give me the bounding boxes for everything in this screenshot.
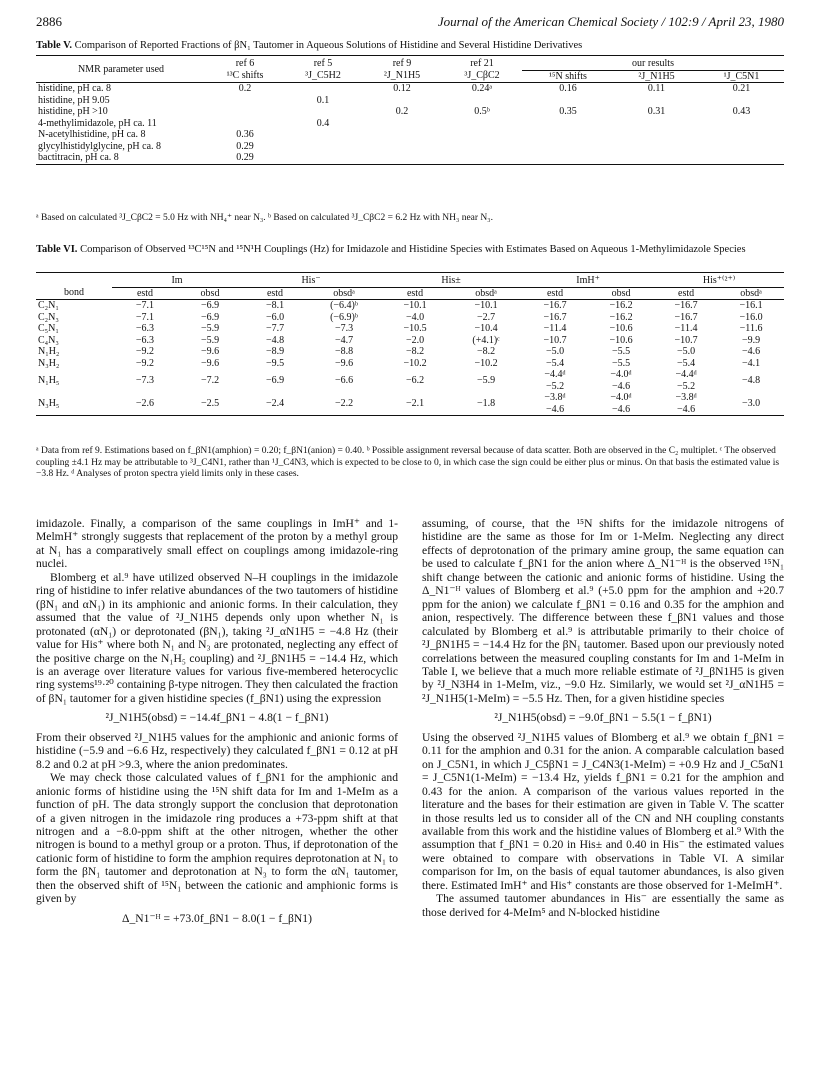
table6-cell: −6.9 — [265, 374, 285, 386]
table6-cell: −4.6 — [676, 403, 696, 415]
table6-label: Table VI. — [36, 244, 78, 255]
page-number: 2886 — [36, 14, 62, 29]
table6-cell: −3.8ᵈ — [675, 392, 697, 403]
table6-cell: −10.1 — [403, 300, 427, 311]
table5-cell — [614, 152, 699, 164]
table5-cell: 0.5ᵇ — [474, 106, 490, 117]
table6-cell: −9.6 — [200, 357, 220, 369]
table5-cell — [442, 141, 522, 153]
table6-cell: −7.2 — [200, 374, 220, 386]
table6-cell: −8.2 — [476, 346, 496, 357]
table5-our-results-head: our results — [522, 58, 784, 70]
table6-cell: −9.2 — [135, 346, 155, 357]
table5-caption — [36, 39, 784, 52]
table5-cell: bactitracin, pH ca. 8 — [38, 152, 119, 163]
table6-cell: −5.5 — [611, 357, 631, 369]
table6-footnote: ᵃ Data from ref 9. Estimations based on f_βN1(amphion) = 0.20; f_βN1(anion) = 0.40. ᵇ Possible assignment reversal because of data scatter. Both are observed in the C₂ multiplet. ᶜ The observed coupling ±4.1 Hz may be attributable to ³J_C4N1, rather than ¹J_C4N3, which is expected to be close to 0, in which case the sign could be either plus or minus. On that basis the estimated value is −3.8 Hz. ᵈ Analyses of proton spectra yield limits only in these cases. — [36, 446, 780, 479]
table6-cell: −4.4ᵈ — [544, 369, 566, 380]
table6-cell: −11.4 — [674, 323, 698, 334]
table5-cell — [699, 141, 784, 153]
table5-cell — [206, 106, 284, 118]
table6-row — [36, 335, 784, 347]
table6-cell: −9.9 — [742, 334, 761, 346]
table5-cell: 0.43 — [732, 106, 751, 117]
table6-cell: −9.5 — [265, 357, 285, 369]
table5-cell — [614, 129, 699, 141]
table6-row — [36, 346, 784, 358]
table6-cell: −7.1 — [135, 300, 155, 311]
table5-cell — [522, 141, 614, 153]
table5-cell: histidine, pH ca. 8 — [38, 83, 112, 94]
equation: ²J_N1H5(obsd) = −9.0f_βN1 − 5.5(1 − f_βN1) — [494, 711, 712, 725]
table6-cell: −10.2 — [403, 357, 427, 369]
table6-cell: −2.6 — [135, 397, 155, 409]
table6-subhead: estd — [136, 287, 154, 299]
table6-bond-head: bond — [64, 287, 84, 298]
table5-param-subhead: ¹³C shifts — [226, 70, 264, 81]
table5-cell — [522, 152, 614, 164]
table6-cell: −9.2 — [135, 357, 155, 369]
table5-cell — [699, 95, 784, 107]
table6-title: Comparison of Observed ¹³C¹⁵N and ¹⁵N¹H Couplings (Hz) for Imidazole and Histidine Species with Estimates Based on Aqueous 1-Methylimidazole Species — [80, 244, 746, 255]
table5-cell — [362, 118, 442, 130]
table6-cell: −6.0 — [265, 311, 285, 323]
table6-subhead: estd — [546, 287, 564, 299]
table5-cell: 0.4 — [316, 117, 330, 129]
table6-row — [36, 300, 784, 312]
table5-top-rule — [36, 55, 784, 56]
table5-cell: 0.1 — [316, 94, 330, 106]
paragraph: Using the observed ²J_N1H5 values of Blomberg et al.⁹ we obtain f_βN1 = 0.11 for the amphion and 0.31 for the anion. A comparable calculation based on J_C5N1, in which J_C5βN1 = J_C4N3(1-MeIm) = +0.9 Hz and J_C5αN1 = J_C5N1(1-MeIm) = −13.4 Hz, yields f_βN1 = 0.21 for the amphion and 0.43 for the anion. A comparison of the various values reported in the literature and the bases for their estimation are given in Table V. The scatter in those results led us to consider all of the CN and NH coupling constants available from this work and the histidine values of Blomberg et al.⁹ With the assumption that f_βN1 = 0.20 in His± and 0.40 in His⁻ the estimated values were obtained to compare with observations in Table VI. A similar comparison for Im, on the basis of equal tautomer abundances, is also given there. Estimated ImH⁺ and His⁺ constants are those observed for 1-MeImH⁺. — [422, 730, 784, 892]
body-right-column — [422, 517, 784, 919]
table5-row — [36, 118, 784, 130]
table5-row — [36, 83, 784, 95]
table6-cell: −7.7 — [265, 323, 285, 334]
table6-cell: −16.7 — [674, 311, 698, 323]
table5 — [36, 58, 784, 165]
table5-cell — [522, 129, 614, 141]
table6-cell: −5.2 — [676, 380, 696, 392]
table6-cell: −9.6 — [200, 346, 220, 357]
table5-cell: 0.29 — [236, 140, 254, 152]
table5-cell — [206, 118, 284, 130]
table6-cell: −3.0 — [742, 397, 761, 409]
table6-cell: −4.6 — [742, 346, 761, 357]
table6-group-his-plus: His⁺⁽²⁺⁾ — [654, 275, 784, 287]
table5-cell — [284, 83, 362, 95]
table6-cell-stack — [522, 369, 588, 392]
table5-head-row1 — [36, 58, 784, 70]
table6-cell: −2.1 — [405, 397, 425, 409]
table6-empty-head — [36, 275, 112, 287]
table6-bond: N₃H₅ — [38, 397, 60, 409]
table6-cell: −10.5 — [403, 323, 427, 334]
table6-cell: −4.7 — [334, 334, 354, 346]
table6-cell: −16.7 — [543, 311, 567, 323]
paragraph: assuming, of course, that the ¹⁵N shifts for the imidazole nitrogens of histidine are the same as those for Im or 1-MeIm. Neglecting any direct effects of deprotonation of the primary amine group, the same equation can be used to calculate f_βN1 for the anion where Δ_N1⁻ᴴ is the observed ¹⁵N₁ shift change between the cationic and anionic forms of histidine. Using the Δ_N1⁻ᴴ values of Blomberg et al.⁹ (+5.0 ppm for the amphion and +20.7 ppm for the anion) we calculate f_βN1 = 0.16 and 0.35 for the amphion and anion, respectively. The difference between these f_βN1 values and those calculated by Blomberg et al.⁹ is attributable primarily to their choice of ²J_βN1H5 = −14.4 Hz for the βN₁ tautomer. Based upon our previously noted correlations between the measured coupling constants for Im and 1-MeIm in Table I, we believe that a much more reliable estimate of ²J_βN1H5 is given by ²J_N3H4 in 1-MeIm, viz., −9.0 Hz. Similarly, we would set ²J_αN1H5 = ²J_N1H5(1-MeIm) = −5.5 Hz. Then, for a given histidine species — [422, 517, 784, 705]
table5-cell: N-acetylhistidine, pH ca. 8 — [38, 129, 146, 140]
table6-cell-stack — [588, 392, 654, 416]
table6-cell: −4.0ᵈ — [610, 392, 632, 403]
table6-cell-stack — [654, 392, 718, 416]
table5-row — [36, 106, 784, 118]
table6-cell: −10.7 — [543, 334, 567, 346]
table6-cell: −11.4 — [543, 323, 567, 334]
table6-subhead: estd — [406, 287, 424, 299]
table6-subhead: estd — [678, 287, 695, 299]
table6-cell: −8.8 — [334, 346, 354, 357]
table5-cell — [362, 95, 442, 107]
table6-cell: −6.6 — [334, 374, 354, 386]
table6-row — [36, 392, 784, 416]
table5-cell — [614, 118, 699, 130]
table6-subhead-row — [36, 287, 784, 300]
table6-subhead: obsdᵃ — [740, 287, 762, 299]
table5-cell — [284, 141, 362, 153]
table6-group-row — [36, 275, 784, 287]
table6-cell: −4.0 — [405, 311, 425, 323]
table6-cell: −16.1 — [739, 300, 763, 311]
table5-cell: 0.2 — [395, 106, 409, 117]
table6-cell: −5.9 — [476, 374, 496, 386]
table5-footnote: ᵃ Based on calculated ³J_CβC2 = 5.0 Hz with NH₄⁺ near N₃. ᵇ Based on calculated ³J_CβC2 = 6.2 Hz with NH₃ near N₃. — [36, 213, 493, 223]
table5-cell: 0.31 — [647, 106, 666, 117]
table6-cell: −4.6 — [545, 403, 565, 415]
equation: ²J_N1H5(obsd) = −14.4f_βN1 − 4.8(1 − f_βN1) — [105, 711, 329, 725]
paragraph: The assumed tautomer abundances in His⁻ are essentially the same as those derived for 4-MeIm⁵ and N-blocked histidine — [422, 892, 784, 919]
table6-row — [36, 323, 784, 335]
table6-bond: N₃H₂ — [38, 357, 60, 369]
table5-ref-head: ref 21 — [470, 58, 494, 69]
table6 — [36, 275, 784, 416]
table5-cell — [614, 95, 699, 107]
table6-bond: N₁H₅ — [38, 374, 60, 386]
table6-cell: −16.2 — [609, 311, 633, 323]
table5-label: Table V. — [36, 40, 72, 51]
table5-cell — [442, 118, 522, 130]
table5-cell — [699, 118, 784, 130]
table5-cell — [699, 129, 784, 141]
table6-cell-stack — [654, 369, 718, 392]
table6-bond: C₂N₃ — [38, 311, 59, 323]
table6-row — [36, 358, 784, 370]
table6-cell: −10.1 — [474, 300, 498, 311]
table6-cell: (−6.4)ᵇ — [330, 300, 358, 311]
table6-subhead: obsd — [611, 287, 631, 299]
table6-cell: −5.4 — [676, 357, 696, 369]
table6-cell: −7.3 — [334, 323, 354, 334]
table5-cell — [442, 152, 522, 164]
table6-cell: −10.4 — [474, 323, 498, 334]
table6-cell: −7.1 — [135, 311, 155, 323]
table6-cell: −8.1 — [265, 300, 285, 311]
table5-ref-head: ref 5 — [313, 58, 333, 69]
table6-cell: −8.9 — [265, 346, 285, 357]
table5-cell: glycylhistidylglycine, pH ca. 8 — [38, 140, 162, 152]
table6-bond: C₄N₃ — [38, 334, 59, 346]
table6-cell: −2.0 — [405, 334, 425, 346]
table5-ref-head: ref 6 — [235, 58, 255, 69]
table5-cell: 0.36 — [236, 129, 254, 140]
table5-cell: 0.29 — [236, 152, 254, 163]
table6-cell: −6.3 — [135, 323, 155, 334]
table6-cell: −16.2 — [609, 300, 633, 311]
table6-cell: −4.8 — [265, 334, 285, 346]
table6-cell: −9.6 — [334, 357, 354, 369]
table6-cell: −6.9 — [200, 300, 220, 311]
table6-cell: −11.6 — [739, 323, 763, 334]
table5-our-subhead: ²J_N1H5 — [638, 70, 675, 82]
journal-citation: Journal of the American Chemical Society / 102:9 / April 23, 1980 — [437, 14, 784, 29]
paragraph: imidazole. Finally, a comparison of the same couplings in ImH⁺ and 1-MelmH⁺ strongly suggests that replacement of the proton by a methyl group at N₁ has a comparatively small effect on couplings among imidazole-ring nuclei. — [36, 517, 398, 571]
table6-cell: −2.4 — [265, 397, 285, 409]
table5-cell: 0.11 — [647, 83, 666, 94]
table5-cell: 4-methylimidazole, pH ca. 11 — [38, 117, 157, 129]
table6-bond: C₂N₁ — [38, 300, 59, 311]
table5-cell — [206, 95, 284, 107]
table6-cell-stack — [588, 369, 654, 392]
table6-cell: −6.3 — [135, 334, 155, 346]
table5-cell — [442, 95, 522, 107]
table6-cell: −7.3 — [135, 374, 155, 386]
table6-cell: (−6.9)ᵇ — [330, 311, 358, 323]
table6-subhead: obsdᵃ — [475, 287, 497, 299]
table5-ref-head: ref 9 — [392, 58, 412, 69]
paragraph: Blomberg et al.⁹ have utilized observed N–H couplings in the imidazole ring of histidine to infer relative abundances of the two tautomers of histidine (βN₁ and αN₁) in its amphionic and anionic forms. In their calculation, they assumed that the value of ²J_N1H5 depends only upon whether N₁ is protonated (αN₁) or deprotonated (βN₁), taking ²J_αN1H5 = −4.8 Hz (their value for His⁺ where both N₁ and N₃ are protonated, neglecting any effect of the positive charge on the N₁H₅ coupling) and ²J_βN1H5 = −14.4 Hz, which is an average over literature values for various five-membered heterocyclic ring systems¹⁹·²⁰ containing β-type nitrogen. They then calculated the fraction of βN₁ tautomer for a given histidine species (f_βN1) using the expression — [36, 570, 398, 705]
table6-cell: −5.4 — [545, 357, 565, 369]
table6-cell: −6.2 — [405, 374, 425, 386]
table6-top-rule — [36, 272, 784, 273]
table6-bond: C₅N₁ — [38, 323, 59, 334]
table6-cell: −10.2 — [474, 357, 498, 369]
table6-row — [36, 369, 784, 392]
table6-cell: −4.0ᵈ — [610, 369, 632, 380]
table5-cell: 0.16 — [559, 83, 577, 94]
table6-cell: −16.0 — [739, 311, 763, 323]
table6-cell: −4.4ᵈ — [675, 369, 697, 380]
table6-cell: −4.6 — [611, 403, 631, 415]
running-header — [36, 14, 784, 32]
table6-group-his-zwitter: His± — [380, 275, 522, 287]
table5-param-subhead: ²J_N1H5 — [383, 70, 421, 81]
table5-row — [36, 95, 784, 107]
table6-cell: −2.5 — [200, 397, 220, 409]
table5-row — [36, 152, 784, 164]
table6-group-imh-plus: ImH⁺ — [522, 275, 654, 287]
table6-cell: −3.8ᵈ — [544, 392, 566, 403]
table5-our-subhead: ¹J_C5N1 — [723, 70, 760, 82]
table5-cell — [284, 106, 362, 118]
table6-row — [36, 312, 784, 324]
table6-cell: −5.2 — [545, 380, 565, 392]
table6-group-his-minus: His⁻ — [242, 275, 380, 287]
table5-cell — [284, 152, 362, 164]
table6-cell: −10.6 — [609, 323, 633, 334]
table5-cell: histidine, pH 9.05 — [38, 94, 110, 106]
table5-cell — [362, 129, 442, 141]
table5-cell: 0.24ᵃ — [471, 83, 493, 94]
table5-cell: histidine, pH >10 — [38, 106, 108, 117]
table6-cell: −2.2 — [334, 397, 354, 409]
table6-cell: −1.8 — [476, 397, 496, 409]
table5-cell — [284, 129, 362, 141]
table5-cell — [442, 129, 522, 141]
table6-subhead: obsdᵃ — [333, 287, 355, 299]
table6-cell: −5.0 — [676, 346, 696, 357]
body-left-column — [36, 517, 398, 931]
table6-bond: N₁H₂ — [38, 346, 60, 357]
table6-caption — [36, 243, 784, 256]
table6-subhead: obsd — [200, 287, 220, 299]
table5-cell — [362, 152, 442, 164]
table6-cell: −4.6 — [611, 380, 631, 392]
table5-cell: 0.35 — [559, 106, 577, 117]
table6-cell: −10.7 — [674, 334, 698, 346]
table5-param-subhead: ³J_C5H2 — [305, 70, 341, 81]
table5-cell — [522, 118, 614, 130]
table6-cell: −4.1 — [742, 357, 761, 369]
table5-cell — [614, 141, 699, 153]
table5-our-subhead: ¹⁵N shifts — [549, 70, 587, 82]
table6-cell: −8.2 — [405, 346, 425, 357]
table5-cell — [522, 95, 614, 107]
table6-cell: −10.6 — [609, 334, 633, 346]
table6-cell: −5.5 — [611, 346, 631, 357]
table5-cell: 0.12 — [393, 83, 411, 94]
table6-cell: −16.7 — [543, 300, 567, 311]
table6-cell: −6.9 — [200, 311, 220, 323]
table6-group-im: Im — [112, 275, 242, 287]
equation: Δ_N1⁻ᴴ = +73.0f_βN1 − 8.0(1 − f_βN1) — [122, 911, 312, 925]
table5-cell — [362, 141, 442, 153]
table6-cell: −5.0 — [545, 346, 565, 357]
table5-cell: 0.21 — [732, 83, 751, 94]
table5-param-subhead: ³J_CβC2 — [464, 70, 500, 81]
paragraph: We may check those calculated values of f_βN1 for the amphionic and anionic forms of histidine using the ¹⁵N shift data for Im and 1-MeIm as a function of pH. The data strongly support the conclusion that deprotonation of a given nitrogen in the imidazole ring produces a +73-ppm shift at that nitrogen and a −8.0-ppm shift at the other nitrogen, whether the other nitrogen is bound to a methyl group or a proton. Thus, if deprotonation of the cationic form of histidine to form the amphion requires deprotonation at N₁ to form the βN₁ tautomer and deprotonation at N₃ to form the αN₁ tautomer, then the observed shift of ¹⁵N₁ between the cationic and amphionic forms is given by — [36, 771, 398, 906]
table6-cell: (+4.1)ᶜ — [472, 334, 500, 346]
table5-cell — [699, 152, 784, 164]
table5-row — [36, 141, 784, 153]
table5-title: Comparison of Reported Fractions of βN₁ Tautomer in Aqueous Solutions of Histidine and Several Histidine Derivatives — [74, 40, 583, 51]
paragraph: From their observed ²J_N1H5 values for the amphionic and anionic forms of histidine (−5.9 and −6.6 Hz, respectively) they calculated f_βN1 = 0.12 at pH 8.2 and 0.2 at pH >9.3, where the anion predominates. — [36, 730, 398, 771]
table5-param-head: NMR parameter used — [77, 64, 165, 76]
table5-row — [36, 129, 784, 141]
table6-cell-stack — [522, 392, 588, 416]
table6-cell: −5.9 — [200, 334, 220, 346]
table6-cell: −5.9 — [200, 323, 220, 334]
table6-subhead: estd — [266, 287, 284, 299]
table6-cell: −2.7 — [476, 311, 496, 323]
table5-cell: 0.2 — [238, 83, 252, 94]
table6-cell: −4.8 — [742, 374, 761, 386]
table6-cell: −16.7 — [674, 300, 698, 311]
